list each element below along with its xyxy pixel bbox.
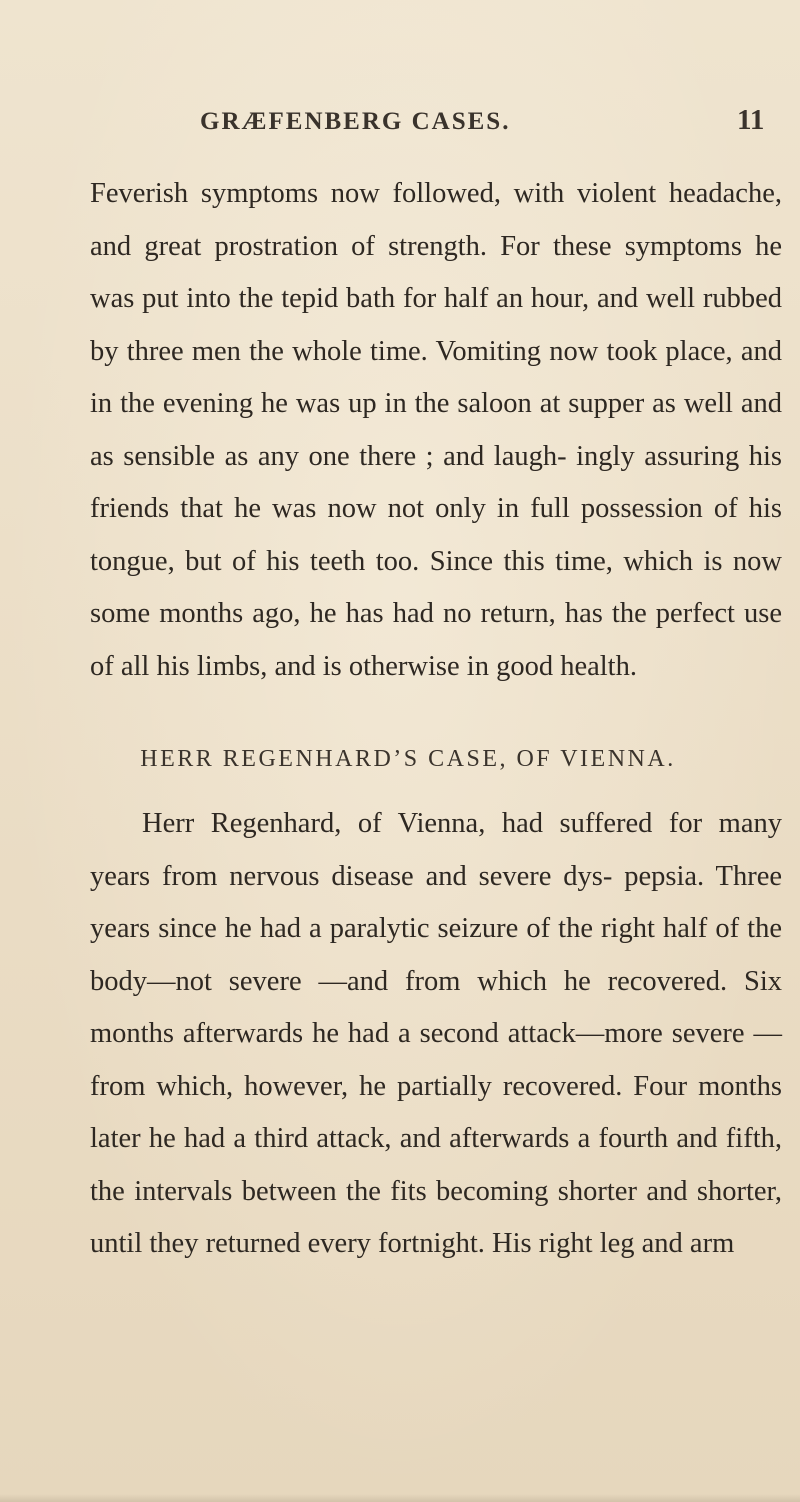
section-text-block bbox=[90, 798, 782, 1271]
page-number: 11 bbox=[737, 104, 765, 136]
section-heading: HERR REGENHARD’S CASE, OF VIENNA. bbox=[140, 746, 676, 772]
running-title: GRÆFENBERG CASES. bbox=[200, 108, 511, 135]
paragraph-continuation: Feverish symptoms now followed, with violent headache, and great prostration of strength. For these symptoms he was put into the tepid bath for half an hour, and well rubbed by three men the whole time. Vomiting now took place, and in the evening he was up in the saloon at supper as well and as sensible as any one there ; and laugh- ingly assuring his friends that he was now not only in full possession of his tongue, but of his teeth too. Since this time, which is now some months ago, he has had no return, has the perfect use of all his limbs, and is otherwise in good health. bbox=[90, 178, 782, 682]
body-text-block bbox=[90, 168, 782, 693]
running-head bbox=[0, 104, 800, 148]
paragraph-case-description: Herr Regenhard, of Vienna, had suffered for many years from nervous disease and severe dys- pepsia. Three years since he had a paralytic seizure of the right half of the body—not severe —and from which he recovered. Six months afterwards he had a second attack—more severe —from which, however, he partially recovered. Four months later he had a third attack, and afterwards a fourth and fifth, the intervals between the fits becoming shorter and shorter, until they returned every fortnight. His right leg and arm bbox=[90, 808, 782, 1259]
page-bottom-edge bbox=[0, 1494, 800, 1502]
